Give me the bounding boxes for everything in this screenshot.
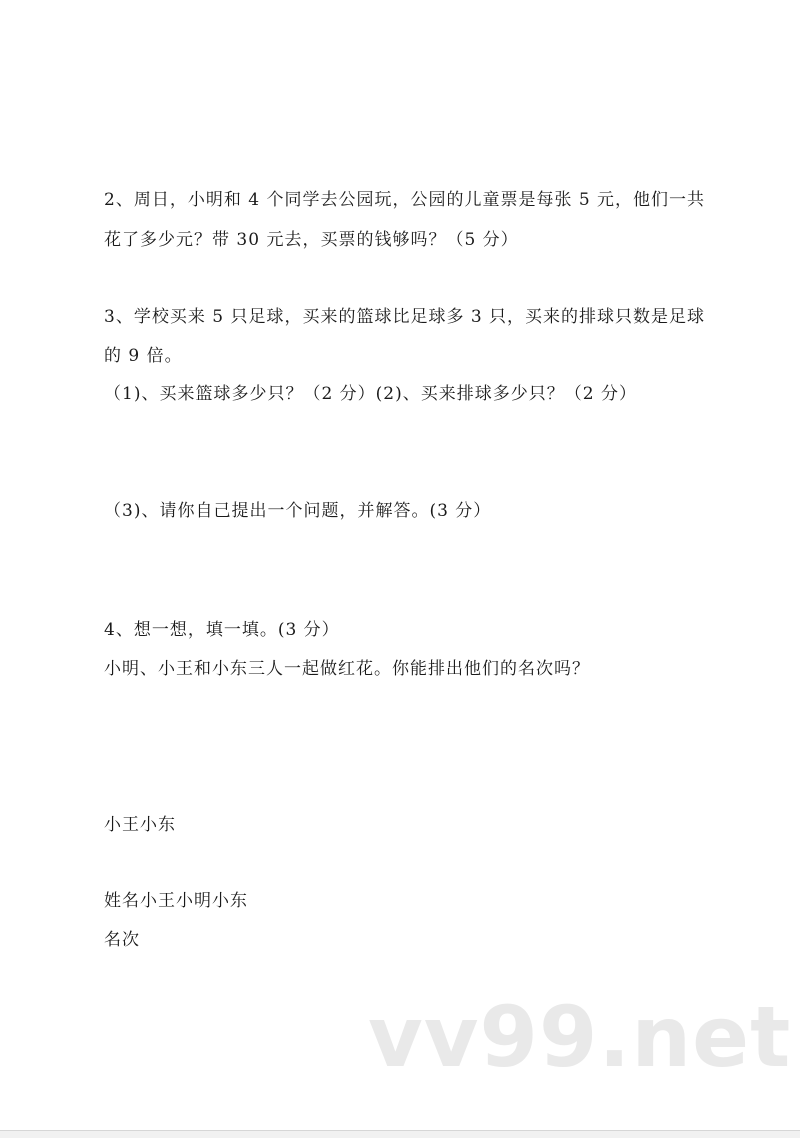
ranking-table-row-label: 名次 <box>104 930 140 950</box>
question-2-line-2: 花了多少元？带 30 元去，买票的钱够吗？（5 分） <box>104 230 519 250</box>
question-4-prompt: 小明、小王和小东三人一起做红花。你能排出他们的名次吗？ <box>104 659 590 679</box>
question-4-title: 4、想一想，填一填。(3 分） <box>104 620 340 640</box>
question-3-line-1: 3、学校买来 5 只足球，买来的篮球比足球多 3 只，买来的排球只数是足球 <box>104 307 706 327</box>
figure-name-labels: 小王小东 <box>104 815 176 835</box>
ranking-table-header: 姓名小王小明小东 <box>104 891 248 911</box>
question-3-subparts-1-2: （1)、买来篮球多少只？（2 分）(2)、买来排球多少只？（2 分） <box>104 384 637 404</box>
site-watermark: vv99.net <box>368 988 792 1086</box>
question-3-line-2: 的 9 倍。 <box>104 346 183 366</box>
question-2-line-1: 2、周日，小明和 4 个同学去公园玩，公园的儿童票是每张 5 元，他们一共 <box>104 190 706 210</box>
question-3-subpart-3: （3)、请你自己提出一个问题，并解答。(3 分） <box>104 501 492 521</box>
